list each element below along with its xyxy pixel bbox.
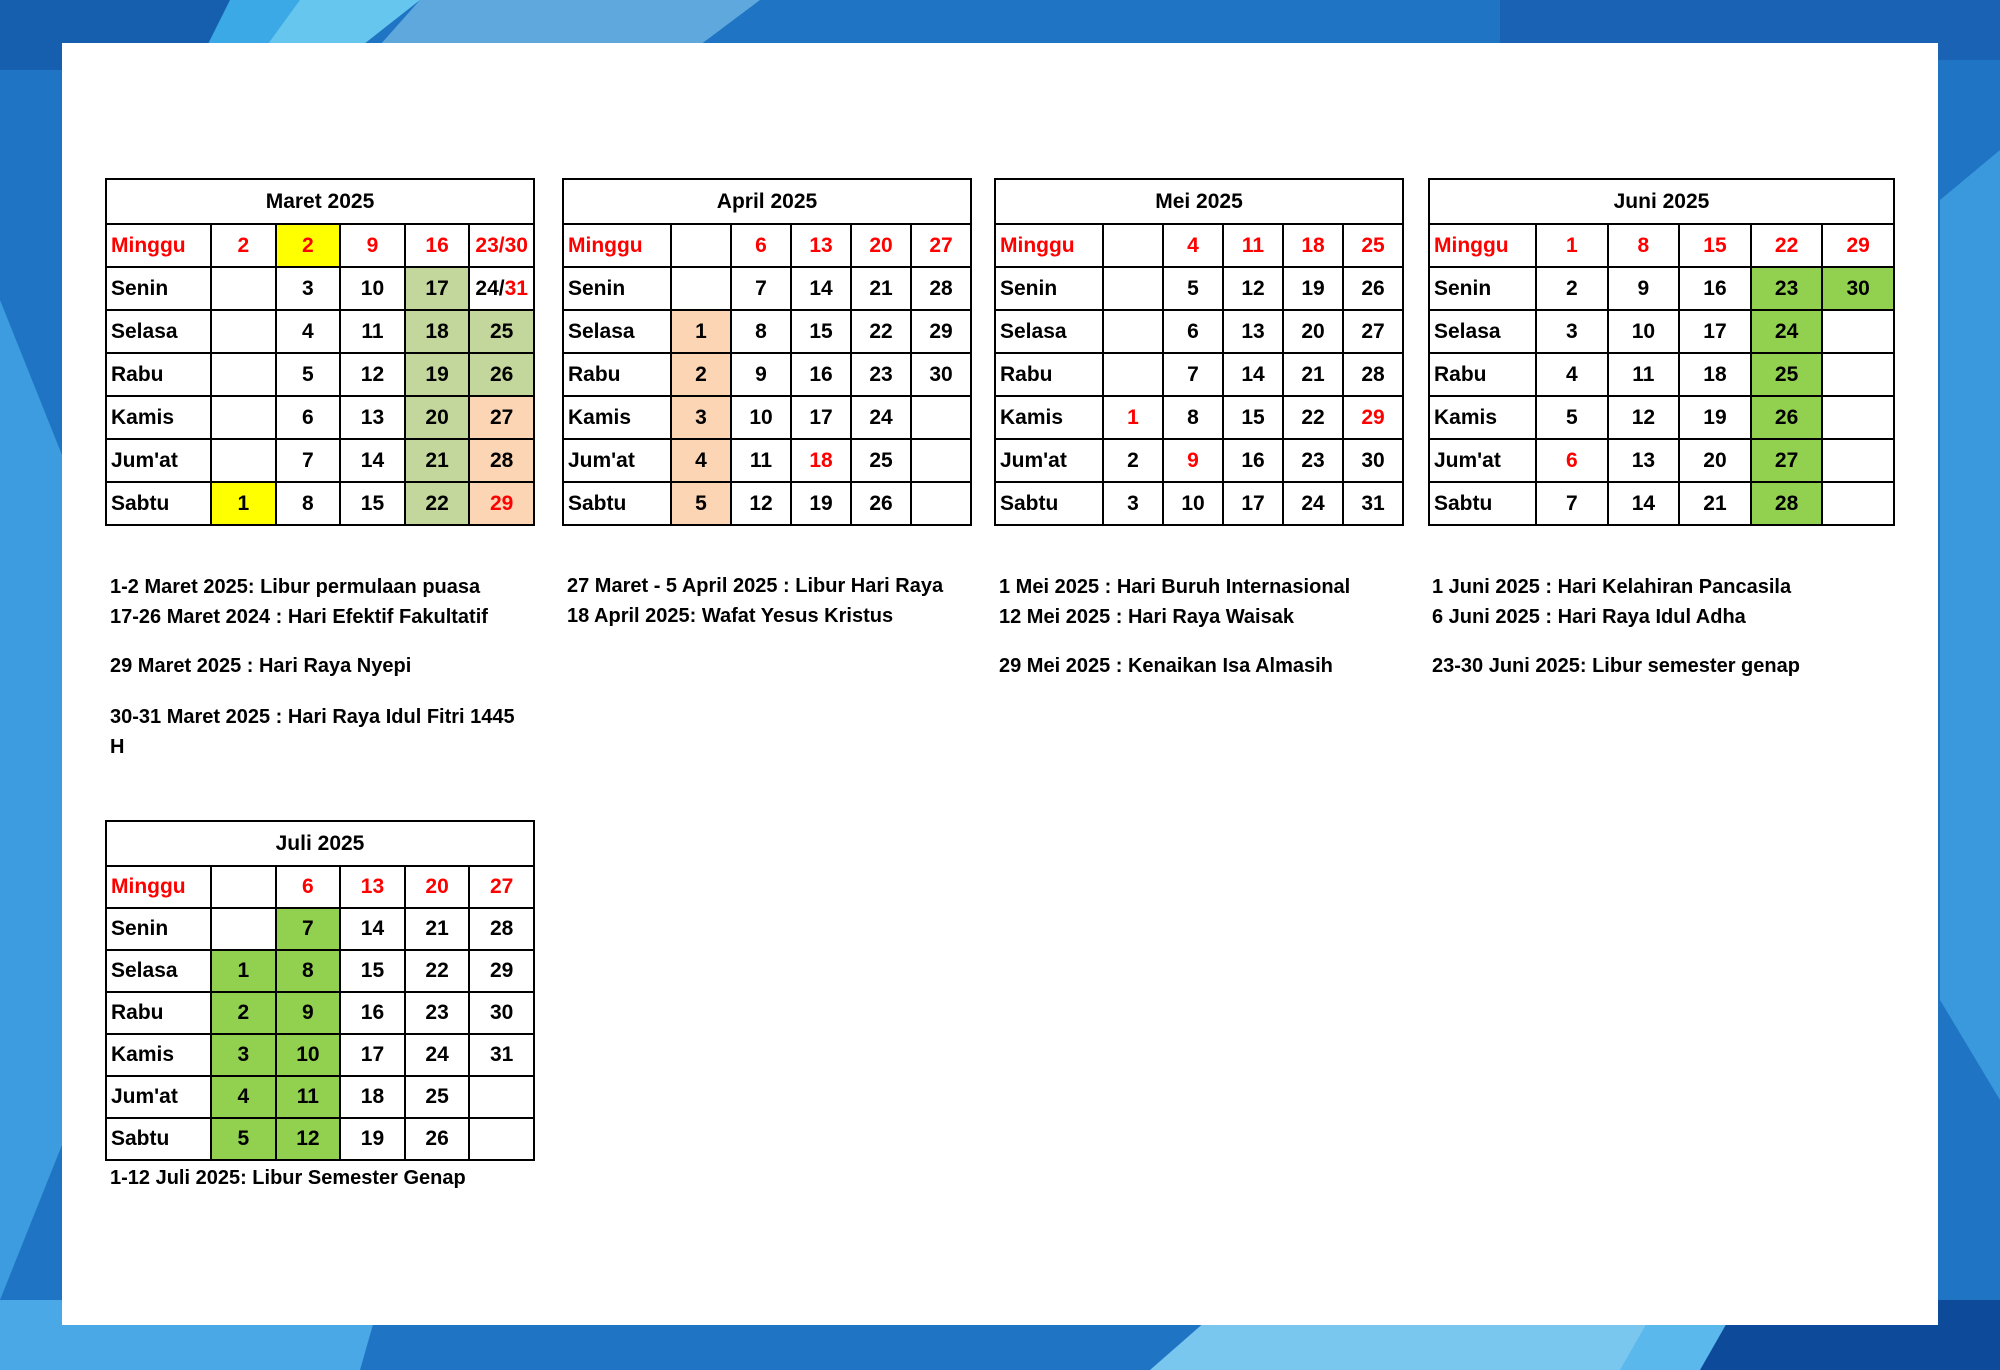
date-cell: 28	[469, 908, 534, 950]
date-cell: 15	[791, 310, 851, 353]
calendar-mei	[994, 178, 1404, 526]
date-cell: 6	[276, 396, 341, 439]
month-title: April 2025	[563, 179, 971, 224]
note-line: 1 Juni 2025 : Hari Kelahiran Pancasila	[1432, 576, 1792, 598]
date-cell: 16	[1223, 439, 1283, 482]
calendar-row	[106, 439, 534, 482]
calendar-row	[563, 267, 971, 310]
date-cell: 1	[211, 950, 276, 992]
date-cell: 23	[1751, 267, 1823, 310]
calendar-row	[106, 866, 534, 908]
calendar-row	[563, 224, 971, 267]
date-cell	[1822, 482, 1894, 525]
calendar-juli	[105, 820, 535, 1161]
day-label: Kamis	[995, 396, 1103, 439]
date-cell	[1103, 224, 1163, 267]
date-cell: 25	[469, 310, 534, 353]
calendar-row	[995, 439, 1403, 482]
calendar-row	[106, 1118, 534, 1160]
date-cell	[211, 396, 276, 439]
date-cell: 30	[1822, 267, 1894, 310]
date-cell: 17	[1679, 310, 1751, 353]
note-line: 1-12 Juli 2025: Libur Semester Genap	[110, 1167, 466, 1189]
date-cell: 4	[671, 439, 731, 482]
calendar-row	[995, 396, 1403, 439]
date-cell: 2	[1103, 439, 1163, 482]
date-cell: 15	[340, 482, 405, 525]
date-cell: 7	[276, 439, 341, 482]
calendar-row	[995, 353, 1403, 396]
date-cell: 14	[340, 439, 405, 482]
date-cell: 14	[791, 267, 851, 310]
date-cell: 20	[1679, 439, 1751, 482]
date-cell: 27	[1751, 439, 1823, 482]
date-cell	[1822, 439, 1894, 482]
calendar-row	[106, 310, 534, 353]
calendar-row	[1429, 482, 1894, 525]
date-cell: 18	[405, 310, 470, 353]
date-cell: 1	[1103, 396, 1163, 439]
date-cell	[1822, 310, 1894, 353]
day-label: Kamis	[1429, 396, 1536, 439]
calendar-row	[995, 310, 1403, 353]
calendar-row	[106, 1076, 534, 1118]
date-cell	[1822, 353, 1894, 396]
date-cell	[911, 482, 971, 525]
date-cell: 5	[1163, 267, 1223, 310]
date-cell: 9	[1163, 439, 1223, 482]
date-cell: 3	[671, 396, 731, 439]
day-label: Rabu	[106, 992, 211, 1034]
date-cell: 28	[911, 267, 971, 310]
date-cell: 30	[469, 992, 534, 1034]
date-cell: 14	[1223, 353, 1283, 396]
calendar-row	[106, 396, 534, 439]
month-title: Maret 2025	[106, 179, 534, 224]
date-cell	[211, 439, 276, 482]
date-cell: 6	[731, 224, 791, 267]
date-cell: 18	[791, 439, 851, 482]
date-cell: 26	[469, 353, 534, 396]
date-cell: 5	[211, 1118, 276, 1160]
calendar-row	[106, 353, 534, 396]
date-cell: 22	[1283, 396, 1343, 439]
date-cell: 3	[276, 267, 341, 310]
day-label: Minggu	[1429, 224, 1536, 267]
date-cell: 13	[1608, 439, 1680, 482]
date-cell	[1103, 267, 1163, 310]
date-cell: 21	[1679, 482, 1751, 525]
date-cell: 25	[1751, 353, 1823, 396]
date-cell: 26	[1343, 267, 1403, 310]
date-cell: 26	[405, 1118, 470, 1160]
date-cell: 21	[405, 908, 470, 950]
date-cell: 2	[276, 224, 341, 267]
date-cell: 2	[671, 353, 731, 396]
day-label: Jum'at	[1429, 439, 1536, 482]
date-cell: 20	[851, 224, 911, 267]
day-label: Jum'at	[106, 439, 211, 482]
date-cell: 29	[1822, 224, 1894, 267]
date-cell: 20	[1283, 310, 1343, 353]
date-cell: 9	[731, 353, 791, 396]
date-cell: 24	[851, 396, 911, 439]
day-label: Selasa	[995, 310, 1103, 353]
date-cell: 7	[276, 908, 341, 950]
date-cell: 4	[211, 1076, 276, 1118]
date-cell: 14	[340, 908, 405, 950]
date-cell: 3	[1103, 482, 1163, 525]
date-cell: 7	[1536, 482, 1608, 525]
calendar-april	[562, 178, 972, 526]
day-label: Senin	[995, 267, 1103, 310]
date-cell: 2	[211, 224, 276, 267]
date-cell: 22	[405, 482, 470, 525]
date-cell: 31	[1343, 482, 1403, 525]
day-label: Senin	[563, 267, 671, 310]
date-cell: 24	[405, 1034, 470, 1076]
day-label: Kamis	[106, 396, 211, 439]
date-cell: 19	[1679, 396, 1751, 439]
calendar-row	[106, 950, 534, 992]
date-part: 24/	[475, 276, 505, 300]
calendar-row	[563, 482, 971, 525]
day-label: Rabu	[106, 353, 211, 396]
date-cell: 21	[1283, 353, 1343, 396]
date-cell: 18	[340, 1076, 405, 1118]
date-cell: 26	[1751, 396, 1823, 439]
note-line: 12 Mei 2025 : Hari Raya Waisak	[999, 606, 1294, 628]
calendar-row	[1429, 439, 1894, 482]
note-line: 1-2 Maret 2025: Libur permulaan puasa	[110, 576, 481, 598]
date-cell: 8	[1163, 396, 1223, 439]
day-label: Senin	[106, 908, 211, 950]
calendar-body	[995, 224, 1403, 525]
note-line: 23-30 Juni 2025: Libur semester genap	[1432, 655, 1800, 677]
date-cell: 14	[1608, 482, 1680, 525]
date-cell: 28	[469, 439, 534, 482]
calendar-row	[995, 224, 1403, 267]
date-cell	[211, 310, 276, 353]
date-cell: 15	[1223, 396, 1283, 439]
calendar-row	[1429, 224, 1894, 267]
date-cell: 30	[1343, 439, 1403, 482]
date-cell: 9	[1608, 267, 1680, 310]
note-line: 6 Juni 2025 : Hari Raya Idul Adha	[1432, 606, 1746, 628]
day-label: Sabtu	[106, 1118, 211, 1160]
calendar-row	[563, 310, 971, 353]
calendar-row	[106, 224, 534, 267]
date-cell	[1103, 353, 1163, 396]
date-cell: 11	[1223, 224, 1283, 267]
date-cell: 6	[276, 866, 341, 908]
notes-april	[567, 571, 943, 631]
notes-maret	[110, 572, 515, 762]
note-line: 17-26 Maret 2024 : Hari Efektif Fakultatif	[110, 606, 488, 628]
date-cell: 10	[1608, 310, 1680, 353]
date-cell: 10	[340, 267, 405, 310]
date-cell: 10	[1163, 482, 1223, 525]
month-title: Juni 2025	[1429, 179, 1894, 224]
notes-juli	[110, 1163, 466, 1193]
date-part: 31	[504, 276, 528, 300]
date-cell: 12	[276, 1118, 341, 1160]
calendar-row	[995, 267, 1403, 310]
date-cell: 20	[405, 866, 470, 908]
date-cell: 24	[1751, 310, 1823, 353]
date-cell: 17	[340, 1034, 405, 1076]
date-cell	[911, 396, 971, 439]
date-cell: 25	[1343, 224, 1403, 267]
date-cell: 23	[851, 353, 911, 396]
date-cell: 16	[405, 224, 470, 267]
date-cell: 16	[791, 353, 851, 396]
date-cell: 15	[340, 950, 405, 992]
date-cell: 29	[1343, 396, 1403, 439]
date-cell: 27	[469, 866, 534, 908]
day-label: Sabtu	[1429, 482, 1536, 525]
date-cell: 31	[469, 1034, 534, 1076]
day-label: Jum'at	[106, 1076, 211, 1118]
date-cell: 27	[911, 224, 971, 267]
day-label: Kamis	[106, 1034, 211, 1076]
date-cell	[911, 439, 971, 482]
calendar-row	[1429, 267, 1894, 310]
calendar-row	[563, 396, 971, 439]
date-cell: 8	[276, 482, 341, 525]
date-cell: 4	[276, 310, 341, 353]
date-cell: 21	[851, 267, 911, 310]
calendar-body	[106, 866, 534, 1160]
day-label: Selasa	[106, 310, 211, 353]
date-cell: 1	[1536, 224, 1608, 267]
date-cell: 10	[276, 1034, 341, 1076]
day-label: Kamis	[563, 396, 671, 439]
date-cell: 23	[405, 992, 470, 1034]
date-cell: 27	[1343, 310, 1403, 353]
note-line: 18 April 2025: Wafat Yesus Kristus	[567, 605, 894, 627]
date-cell: 4	[1536, 353, 1608, 396]
calendar-row	[106, 1034, 534, 1076]
calendar-body	[563, 224, 971, 525]
date-cell: 12	[731, 482, 791, 525]
date-cell: 13	[791, 224, 851, 267]
calendar-juni	[1428, 178, 1895, 526]
date-cell: 22	[851, 310, 911, 353]
calendar-row	[106, 482, 534, 525]
day-label: Minggu	[106, 224, 211, 267]
date-cell: 24	[1283, 482, 1343, 525]
date-cell: 28	[1751, 482, 1823, 525]
day-label: Minggu	[106, 866, 211, 908]
date-cell: 25	[405, 1076, 470, 1118]
date-cell: 7	[1163, 353, 1223, 396]
date-cell: 9	[276, 992, 341, 1034]
date-cell	[211, 908, 276, 950]
date-cell: 16	[340, 992, 405, 1034]
date-cell: 17	[405, 267, 470, 310]
day-label: Rabu	[563, 353, 671, 396]
date-cell: 2	[1536, 267, 1608, 310]
note-line: H	[110, 736, 125, 758]
day-label: Selasa	[563, 310, 671, 353]
date-cell: 1	[211, 482, 276, 525]
date-cell	[671, 224, 731, 267]
date-cell: 13	[340, 866, 405, 908]
date-cell: 11	[276, 1076, 341, 1118]
date-cell: 18	[1283, 224, 1343, 267]
date-cell: 17	[1223, 482, 1283, 525]
calendar-row	[1429, 353, 1894, 396]
date-cell: 5	[276, 353, 341, 396]
date-cell: 6	[1536, 439, 1608, 482]
date-cell: 4	[1163, 224, 1223, 267]
date-cell: 16	[1679, 267, 1751, 310]
date-cell: 8	[1608, 224, 1680, 267]
day-label: Sabtu	[995, 482, 1103, 525]
date-cell: 11	[340, 310, 405, 353]
day-label: Senin	[106, 267, 211, 310]
date-cell: 11	[1608, 353, 1680, 396]
calendar-row	[563, 439, 971, 482]
date-cell: 7	[731, 267, 791, 310]
day-label: Rabu	[995, 353, 1103, 396]
calendar-row	[106, 267, 534, 310]
date-cell	[671, 267, 731, 310]
date-cell: 27	[469, 396, 534, 439]
month-title: Mei 2025	[995, 179, 1403, 224]
day-label: Senin	[1429, 267, 1536, 310]
day-label: Jum'at	[563, 439, 671, 482]
calendar-row	[106, 992, 534, 1034]
notes-mei	[999, 572, 1350, 681]
calendar-row	[995, 482, 1403, 525]
date-cell: 2	[211, 992, 276, 1034]
calendar-row	[1429, 396, 1894, 439]
calendar-body	[1429, 224, 1894, 525]
date-cell: 21	[405, 439, 470, 482]
note-line: 29 Maret 2025 : Hari Raya Nyepi	[110, 655, 412, 677]
date-cell: 13	[1223, 310, 1283, 353]
date-cell: 12	[1608, 396, 1680, 439]
calendar-body	[106, 224, 534, 525]
date-cell: 22	[405, 950, 470, 992]
date-cell	[469, 267, 534, 310]
date-cell: 11	[731, 439, 791, 482]
date-cell: 15	[1679, 224, 1751, 267]
calendar-row	[106, 908, 534, 950]
date-cell	[211, 866, 276, 908]
date-cell: 26	[851, 482, 911, 525]
date-cell	[1822, 396, 1894, 439]
date-cell: 18	[1679, 353, 1751, 396]
date-cell: 3	[1536, 310, 1608, 353]
day-label: Minggu	[563, 224, 671, 267]
date-cell: 29	[911, 310, 971, 353]
date-cell: 10	[731, 396, 791, 439]
date-cell	[1103, 310, 1163, 353]
date-cell: 29	[469, 482, 534, 525]
date-cell: 9	[340, 224, 405, 267]
date-cell: 29	[469, 950, 534, 992]
note-line: 30-31 Maret 2025 : Hari Raya Idul Fitri 1445	[110, 706, 515, 728]
date-cell: 17	[791, 396, 851, 439]
day-label: Minggu	[995, 224, 1103, 267]
month-title: Juli 2025	[106, 821, 534, 866]
calendar-maret	[105, 178, 535, 526]
date-cell: 19	[1283, 267, 1343, 310]
note-line: 29 Mei 2025 : Kenaikan Isa Almasih	[999, 655, 1333, 677]
date-cell: 28	[1343, 353, 1403, 396]
day-label: Rabu	[1429, 353, 1536, 396]
day-label: Jum'at	[995, 439, 1103, 482]
date-cell: 19	[340, 1118, 405, 1160]
date-cell: 23	[1283, 439, 1343, 482]
date-cell: 22	[1751, 224, 1823, 267]
date-cell: 8	[731, 310, 791, 353]
date-cell	[211, 353, 276, 396]
date-cell: 5	[671, 482, 731, 525]
note-line: 27 Maret - 5 April 2025 : Libur Hari Raya	[567, 575, 944, 597]
date-cell: 19	[791, 482, 851, 525]
date-cell	[469, 1076, 534, 1118]
date-cell	[211, 267, 276, 310]
date-cell: 8	[276, 950, 341, 992]
date-cell	[469, 1118, 534, 1160]
date-cell: 30	[911, 353, 971, 396]
calendar-row	[1429, 310, 1894, 353]
date-cell: 19	[405, 353, 470, 396]
day-label: Selasa	[106, 950, 211, 992]
calendar-row	[563, 353, 971, 396]
date-cell: 1	[671, 310, 731, 353]
day-label: Sabtu	[106, 482, 211, 525]
date-cell: 3	[211, 1034, 276, 1076]
date-cell: 12	[1223, 267, 1283, 310]
date-cell: 25	[851, 439, 911, 482]
date-cell: 6	[1163, 310, 1223, 353]
date-cell: 5	[1536, 396, 1608, 439]
date-cell: 12	[340, 353, 405, 396]
date-cell: 20	[405, 396, 470, 439]
day-label: Selasa	[1429, 310, 1536, 353]
day-label: Sabtu	[563, 482, 671, 525]
date-cell: 13	[340, 396, 405, 439]
date-cell: 23/30	[469, 224, 534, 267]
notes-juni	[1432, 572, 1800, 681]
note-line: 1 Mei 2025 : Hari Buruh Internasional	[999, 576, 1351, 598]
